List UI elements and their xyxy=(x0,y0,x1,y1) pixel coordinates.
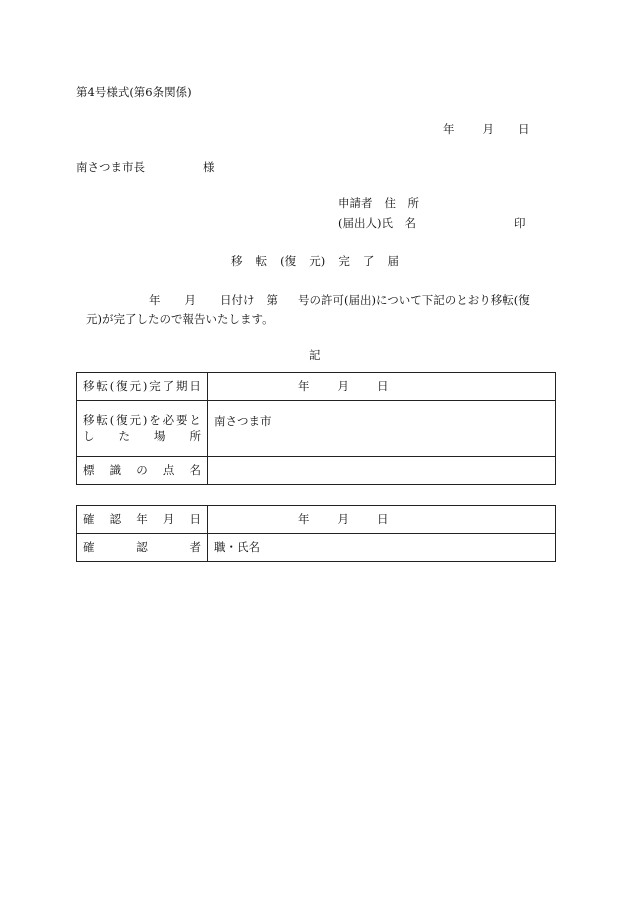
applicant-name-line xyxy=(338,218,416,230)
notifier-role: (届出人) xyxy=(338,216,382,230)
confirmer-field[interactable]: 職・氏名 xyxy=(208,534,556,562)
table-row xyxy=(77,506,556,534)
submission-date xyxy=(443,124,530,136)
title-char: 元) xyxy=(309,254,326,268)
title-char: (復 xyxy=(280,254,297,268)
address-label: 住 所 xyxy=(384,196,419,210)
sign-name-label: 標 識 の 点 名 xyxy=(77,457,208,485)
ki-mark: 記 xyxy=(309,348,321,362)
table-row xyxy=(77,457,556,485)
title-char: 完 xyxy=(338,254,350,268)
addressee-suffix: 様 xyxy=(203,160,215,174)
body-line-1 xyxy=(149,295,530,307)
addressee-name: 南さつま市長 xyxy=(76,160,145,174)
table-row xyxy=(77,373,556,401)
body-line-2: 元)が完了したので報告いたします。 xyxy=(86,312,274,326)
applicant-address-line xyxy=(338,198,419,210)
body-month: 月 xyxy=(184,293,196,307)
name-label: 氏 名 xyxy=(381,216,416,230)
confirmation-date-label: 確 認 年 月 日 xyxy=(77,506,208,534)
confirmation-table xyxy=(76,505,556,562)
sign-name-field[interactable] xyxy=(208,457,556,485)
body-line1-rest: 号の許可(届出)について下記のとおり移転(復 xyxy=(298,293,530,307)
table-row xyxy=(77,401,556,457)
form-number: 第4号様式(第6条関係) xyxy=(76,85,192,99)
document-title xyxy=(231,256,399,268)
title-char: 了 xyxy=(362,254,375,268)
title-char: 届 xyxy=(387,254,399,268)
applicant-role: 申請者 xyxy=(338,196,373,210)
body-number-prefix: 第 xyxy=(266,293,278,307)
confirmer-label: 確 認 者 xyxy=(77,534,208,562)
title-char: 移 xyxy=(231,254,243,268)
body-dated: 日付け xyxy=(220,293,255,307)
completion-date-label: 移 転 ( 復 元 ) 完 了 期 日 xyxy=(77,373,208,401)
relocation-place-label: 移 転 ( 復 元 ) を 必 要 と し た 場 所 xyxy=(77,401,208,457)
confirmation-date-field[interactable]: 年 月 日 xyxy=(208,506,556,534)
body-year: 年 xyxy=(149,293,161,307)
addressee xyxy=(76,162,215,174)
date-year: 年 xyxy=(443,122,455,136)
completion-date-field[interactable]: 年 月 日 xyxy=(208,373,556,401)
date-month: 月 xyxy=(482,122,494,136)
relocation-place-field[interactable]: 南さつま市 xyxy=(208,401,556,457)
completion-table xyxy=(76,372,556,485)
title-char: 転 xyxy=(255,254,268,268)
table-row xyxy=(77,534,556,562)
seal-mark: 印 xyxy=(514,216,526,230)
date-day: 日 xyxy=(518,122,530,136)
